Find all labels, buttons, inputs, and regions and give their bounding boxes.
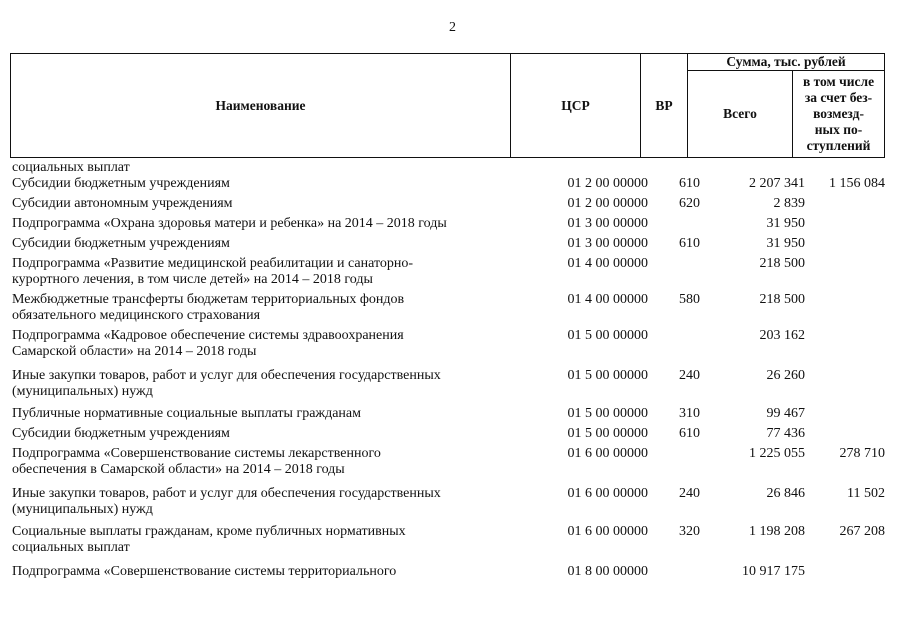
row-name-line: (муниципальных) нужд	[12, 502, 153, 517]
row-csr: 01 8 00 00000	[567, 564, 648, 579]
row-name-line: Межбюджетные трансферты бюджетам территориальных фондов	[12, 292, 405, 307]
table-row	[12, 196, 892, 216]
row-gratis: 1 156 084	[829, 176, 885, 191]
table-row	[12, 176, 892, 196]
header-gratis-line: возмезд-	[813, 106, 864, 121]
row-total: 218 500	[759, 292, 805, 307]
row-name	[12, 236, 522, 252]
table-row	[12, 446, 892, 486]
row-csr: 01 4 00 00000	[567, 292, 648, 307]
row-total: 10 917 175	[742, 564, 805, 579]
header-gratis-line: в том числе	[802, 74, 875, 89]
row-vr: 240	[679, 368, 700, 383]
row-name-line: Самарской области» на 2014 – 2018 годы	[12, 344, 257, 359]
row-csr: 01 4 00 00000	[567, 256, 648, 271]
row-name	[12, 564, 522, 580]
row-name	[12, 196, 522, 212]
row-csr: 01 6 00 00000	[567, 486, 648, 501]
row-total: 31 950	[766, 216, 805, 231]
row-name-line: Подпрограмма «Развитие медицинской реабилитации и санаторно-	[12, 256, 414, 271]
row-name-line: Иные закупки товаров, работ и услуг для обеспечения государственных	[12, 486, 441, 501]
table-row	[12, 406, 892, 426]
row-name	[12, 256, 522, 288]
header-gratis-line: за счет без-	[804, 90, 873, 105]
row-csr: 01 5 00 00000	[567, 368, 648, 383]
row-name	[12, 160, 522, 176]
row-gratis: 278 710	[839, 446, 885, 461]
row-csr: 01 3 00 00000	[567, 236, 648, 251]
row-name-line: Подпрограмма «Кадровое обеспечение системы здравоохранения	[12, 328, 404, 343]
row-name	[12, 176, 522, 192]
row-gratis: 267 208	[839, 524, 885, 539]
row-name	[12, 446, 522, 478]
table-row	[12, 368, 892, 406]
row-name-line: обязательного медицинского страхования	[12, 308, 261, 323]
row-csr: 01 2 00 00000	[567, 176, 648, 191]
row-name-line: социальных выплат	[12, 160, 130, 175]
table-row	[12, 160, 892, 176]
row-name	[12, 292, 522, 324]
row-name-line: Субсидии бюджетным учреждениям	[12, 426, 230, 441]
header-gratis	[793, 71, 885, 158]
row-name-line: обеспечения в Самарской области» на 2014 – 2018 годы	[12, 462, 345, 477]
row-name-line: Иные закупки товаров, работ и услуг для обеспечения государственных	[12, 368, 441, 383]
row-total: 1 225 055	[749, 446, 805, 461]
row-total: 26 846	[766, 486, 805, 501]
row-total: 1 198 208	[749, 524, 805, 539]
page-number: 2	[449, 20, 456, 35]
row-name-line: курортного лечения, в том числе детей» на 2014 – 2018 годы	[12, 272, 373, 287]
row-vr: 310	[679, 406, 700, 421]
row-total: 2 839	[773, 196, 805, 211]
row-name-line: Субсидии бюджетным учреждениям	[12, 176, 230, 191]
header-sum-group: Сумма, тыс. рублей	[688, 54, 885, 71]
row-name-line: Субсидии бюджетным учреждениям	[12, 236, 230, 251]
row-csr: 01 5 00 00000	[567, 328, 648, 343]
table-body	[12, 160, 892, 584]
table-row	[12, 328, 892, 368]
table-row	[12, 426, 892, 446]
header-name: Наименование	[11, 54, 511, 158]
row-vr: 580	[679, 292, 700, 307]
row-total: 31 950	[766, 236, 805, 251]
row-name	[12, 486, 522, 518]
row-name-line: Социальные выплаты гражданам, кроме публичных нормативных	[12, 524, 406, 539]
row-csr: 01 6 00 00000	[567, 524, 648, 539]
row-name-line: Публичные нормативные социальные выплаты гражданам	[12, 406, 361, 421]
row-name-line: Подпрограмма «Совершенствование системы лекарственного	[12, 446, 381, 461]
row-name-line: социальных выплат	[12, 540, 130, 555]
header-vr: ВР	[641, 54, 688, 158]
table-row	[12, 236, 892, 256]
row-name	[12, 426, 522, 442]
row-csr: 01 5 00 00000	[567, 426, 648, 441]
row-vr: 610	[679, 236, 700, 251]
row-gratis: 11 502	[847, 486, 885, 501]
row-name-line: Подпрограмма «Охрана здоровья матери и ребенка» на 2014 – 2018 годы	[12, 216, 447, 231]
row-name	[12, 524, 522, 556]
row-csr: 01 6 00 00000	[567, 446, 648, 461]
row-total: 2 207 341	[749, 176, 805, 191]
row-vr: 240	[679, 486, 700, 501]
header-total: Всего	[688, 71, 793, 158]
row-vr: 610	[679, 176, 700, 191]
row-csr: 01 5 00 00000	[567, 406, 648, 421]
row-vr: 320	[679, 524, 700, 539]
table-row	[12, 256, 892, 292]
header-csr: ЦСР	[511, 54, 641, 158]
row-name-line: (муниципальных) нужд	[12, 384, 153, 399]
row-name	[12, 216, 522, 232]
header-gratis-line: ных по-	[814, 122, 863, 137]
row-vr: 610	[679, 426, 700, 441]
row-name-line: Субсидии автономным учреждениям	[12, 196, 233, 211]
row-vr: 620	[679, 196, 700, 211]
row-total: 77 436	[766, 426, 805, 441]
header-gratis-line: ступлений	[806, 138, 871, 153]
table-header	[10, 53, 885, 158]
row-name	[12, 368, 522, 400]
row-csr: 01 2 00 00000	[567, 196, 648, 211]
table-row	[12, 292, 892, 328]
row-csr: 01 3 00 00000	[567, 216, 648, 231]
row-total: 218 500	[759, 256, 805, 271]
row-total: 26 260	[766, 368, 805, 383]
row-name	[12, 328, 522, 360]
row-total: 99 467	[766, 406, 805, 421]
row-name	[12, 406, 522, 422]
row-total: 203 162	[759, 328, 805, 343]
table-row	[12, 486, 892, 524]
table-row	[12, 524, 892, 564]
row-name-line: Подпрограмма «Совершенствование системы территориального	[12, 564, 397, 579]
table-row	[12, 216, 892, 236]
table-row	[12, 564, 892, 584]
